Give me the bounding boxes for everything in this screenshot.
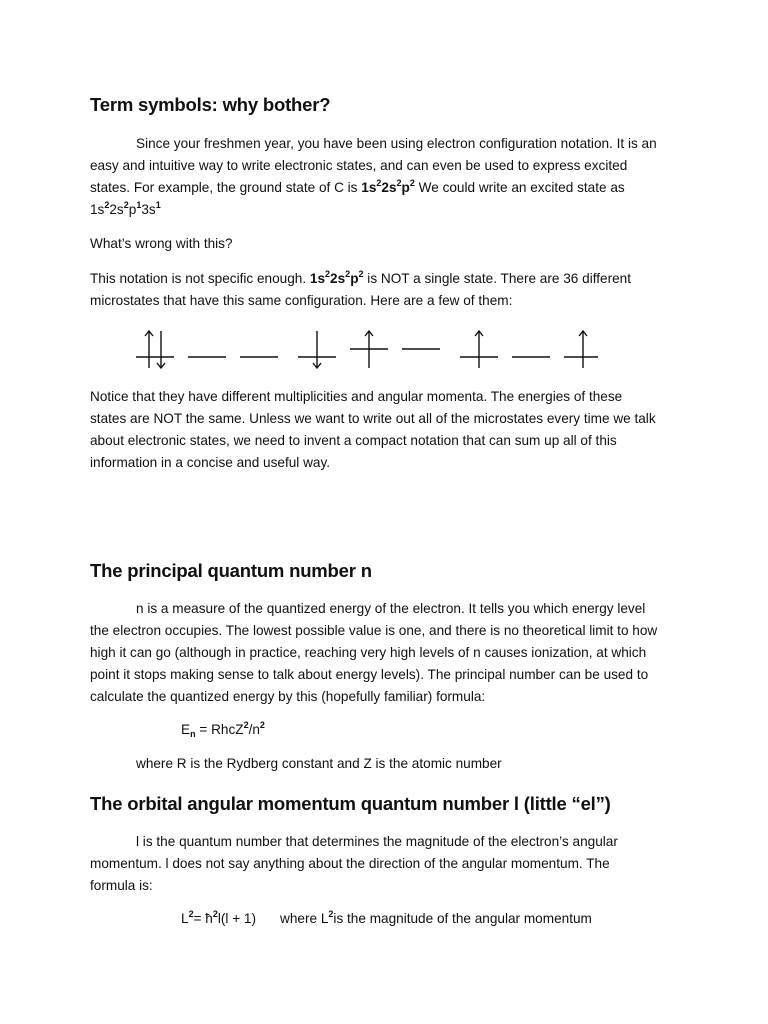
heading-principal-quantum-number: The principal quantum number n bbox=[90, 560, 372, 581]
ground-config-repeat: $1s^22s^2p^2$ bbox=[309, 269, 364, 286]
principal-line-1: n is a measure of the quantized energy of the electron. It tells you which energy level bbox=[136, 601, 646, 616]
question-line: What’s wrong with this? bbox=[90, 236, 233, 251]
orbital-line-3: formula is: bbox=[90, 878, 153, 893]
principal-paragraph bbox=[90, 598, 685, 708]
notice-paragraph bbox=[90, 386, 685, 474]
orbital-paragraph bbox=[90, 831, 685, 897]
heading-orbital-angular-momentum: The orbital angular momentum quantum number l (little “el”) bbox=[90, 793, 611, 814]
principal-line-3: high it can go (although in practice, reaching very high levels of n causes ionization, at which bbox=[90, 645, 647, 660]
intro-line-1: Since your freshmen year, you have been using electron configuration notation. It is an bbox=[136, 136, 657, 151]
microstates-diagram bbox=[128, 328, 598, 372]
intro-line-2: easy and intuitive way to write electronic states, and can even be used to express excited bbox=[90, 158, 628, 173]
heading-term-symbols: Term symbols: why bother? bbox=[90, 94, 331, 115]
energy-formula: $E_n$ = $RhcZ^2/n^2$ bbox=[181, 720, 265, 739]
notation-line-1: This notation is not specific enough. $1s^22s^2p^2$ is NOT a single state. There are 36 different bbox=[90, 269, 632, 286]
intro-paragraph bbox=[90, 133, 685, 221]
intro-line-3: states. For example, the ground state of C is $1s^22s^2p^2$ We could write an excited state as bbox=[90, 178, 625, 195]
principal-line-4: point it stops making sense to talk about energy levels). The principal number can be used to bbox=[90, 667, 649, 682]
ground-config: $1s^22s^2p^2$ bbox=[361, 178, 415, 195]
notice-line-4: information in a concise and useful way. bbox=[90, 455, 331, 470]
notice-line-3: about electronic states, we need to invent a compact notation that can sum up all of this bbox=[90, 433, 617, 448]
excited-config: $1s^22s^2p^13s^1$ bbox=[90, 200, 161, 217]
notation-paragraph bbox=[90, 268, 685, 312]
orbital-line-1: l is the quantum number that determines the magnitude of the electron’s angular bbox=[136, 834, 618, 849]
principal-line-5: calculate the quantized energy by this (hopefully familiar) formula: bbox=[90, 689, 486, 704]
energy-where: where R is the Rydberg constant and Z is the atomic number bbox=[136, 756, 502, 771]
orbital-line-2: momentum. l does not say anything about the direction of the angular momentum. The bbox=[90, 856, 610, 871]
notation-line-2: microstates that have this same configuration. Here are a few of them: bbox=[90, 293, 513, 308]
principal-line-2: the electron occupies. The lowest possible value is one, and there is no theoretical limit to how bbox=[90, 623, 658, 638]
angular-momentum-formula: $L^2=$ $ħ^2l(l + 1)$ where $L^2is$ the magnitude of the angular momentum bbox=[181, 909, 592, 926]
notice-line-1: Notice that they have different multiplicities and angular momenta. The energies of these bbox=[90, 389, 623, 404]
notice-line-2: states are NOT the same. Unless we want to write out all of the microstates every time we talk bbox=[90, 411, 656, 426]
